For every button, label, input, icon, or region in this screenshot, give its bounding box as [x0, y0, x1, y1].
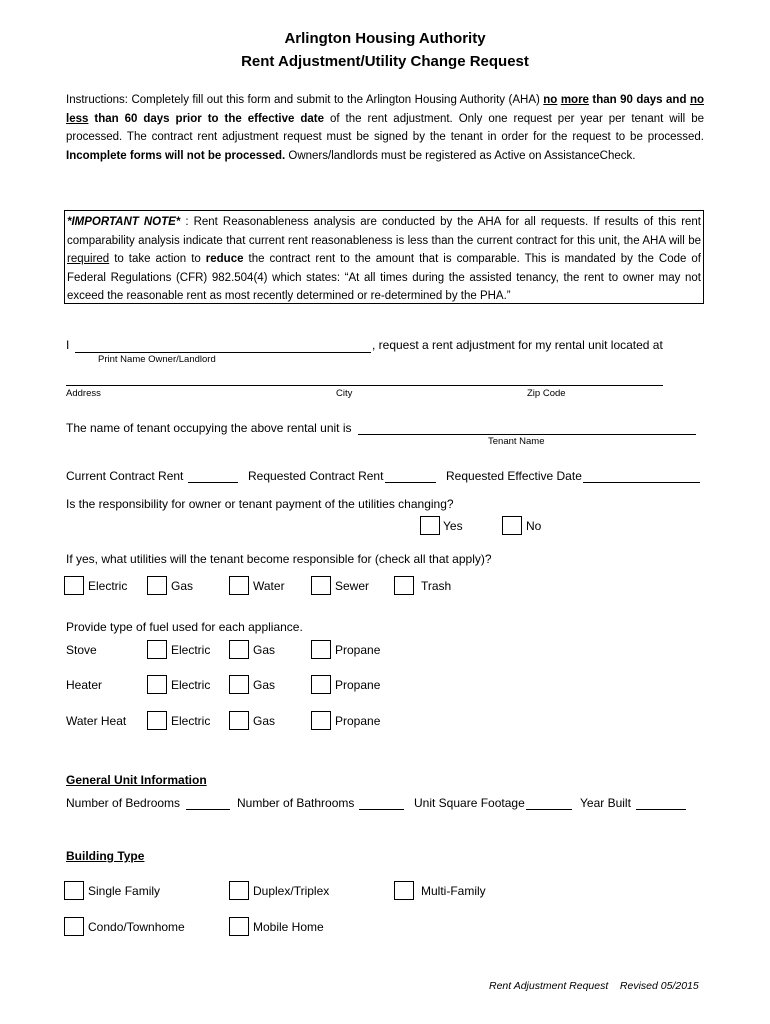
zip-caption: Zip Code: [527, 388, 566, 399]
note-text: : Rent Reasonableness analysis are conducted by the AHA for all requests. If results of this rent comparability analysis indicate that current rent reasonableness is less than the current contract for this unit, the AHA will be: [67, 216, 702, 247]
condo-townhome-label: Condo/Townhome: [88, 920, 185, 934]
yes-label: Yes: [443, 519, 463, 533]
instructions-less: less: [66, 112, 89, 125]
utility-sewer-label: Sewer: [335, 579, 370, 593]
city-caption: City: [336, 388, 353, 399]
duplex-triplex-checkbox[interactable]: [229, 881, 249, 900]
sqft-field[interactable]: [526, 809, 572, 810]
stove-gas-checkbox[interactable]: [229, 640, 249, 659]
heater-gas-checkbox[interactable]: [229, 675, 249, 694]
address-field[interactable]: [66, 385, 663, 386]
water-heat-propane-label: Propane: [335, 714, 381, 728]
multi-family-label: Multi-Family: [421, 884, 486, 898]
utility-water-checkbox[interactable]: [229, 576, 249, 595]
address-caption: Address: [66, 388, 101, 399]
important-note-label: *IMPORTANT NOTE*: [67, 216, 181, 228]
owner-name-field[interactable]: [75, 352, 371, 353]
utility-trash-label: Trash: [421, 579, 452, 593]
heater-propane-checkbox[interactable]: [311, 675, 331, 694]
duplex-triplex-label: Duplex/Triplex: [253, 884, 330, 898]
single-family-label: Single Family: [88, 884, 161, 898]
requested-rent-field[interactable]: [385, 482, 436, 483]
heater-electric-checkbox[interactable]: [147, 675, 167, 694]
single-family-checkbox[interactable]: [64, 881, 84, 900]
utilities-no-checkbox[interactable]: [502, 516, 522, 535]
incomplete-warning: Incomplete forms will not be processed.: [66, 149, 286, 162]
utilities-yes-checkbox[interactable]: [420, 516, 440, 535]
note-required: required: [67, 253, 110, 265]
note-reduce: reduce: [205, 253, 244, 265]
heater-electric-label: Electric: [171, 678, 211, 692]
bathrooms-field[interactable]: [359, 809, 404, 810]
instructions: [66, 91, 704, 165]
instructions-more: more: [560, 94, 589, 106]
utilities-which-question: If yes, what utilities will the tenant become responsible for (check all that apply)?: [66, 552, 492, 566]
effective-date-field[interactable]: [583, 482, 700, 483]
utility-electric-label: Electric: [88, 579, 128, 593]
request-text: , request a rent adjustment for my rental unit located at: [372, 338, 663, 352]
current-rent-field[interactable]: [188, 482, 238, 483]
year-built-field[interactable]: [636, 809, 686, 810]
current-rent-label: Current Contract Rent: [66, 469, 184, 483]
footer-revision: Rent Adjustment Request Revised 05/2015: [489, 980, 699, 992]
tenant-question: The name of tenant occupying the above rental unit is: [66, 421, 352, 435]
important-note-box: [64, 210, 704, 304]
fuel-heading: Provide type of fuel used for each appliance.: [66, 620, 303, 634]
utility-gas-checkbox[interactable]: [147, 576, 167, 595]
instructions-text: of the rent adjustment. Only one request per year per tenant will be processed. The contract rent adjustment request must be signed by the tenant in order for the request to be processed.: [66, 112, 704, 143]
instructions-90-days: than 90 days and: [588, 94, 690, 106]
bedrooms-field[interactable]: [186, 809, 230, 810]
multi-family-checkbox[interactable]: [394, 881, 414, 900]
bathrooms-label: Number of Bathrooms: [237, 796, 355, 810]
water-heat-gas-label: Gas: [253, 714, 276, 728]
effective-date-label: Requested Effective Date: [446, 469, 582, 483]
bedrooms-label: Number of Bedrooms: [66, 796, 181, 810]
stove-propane-label: Propane: [335, 643, 381, 657]
note-text: to take action to: [109, 253, 206, 265]
heater-gas-label: Gas: [253, 678, 276, 692]
stove-propane-checkbox[interactable]: [311, 640, 331, 659]
tenant-name-caption: Tenant Name: [488, 436, 545, 447]
utilities-question: Is the responsibility for owner or tenant payment of the utilities changing?: [66, 497, 454, 511]
utility-electric-checkbox[interactable]: [64, 576, 84, 595]
form-title: Arlington Housing Authority: [284, 30, 486, 47]
water-heat-label: Water Heat: [66, 714, 127, 728]
instructions-no: no: [543, 94, 558, 106]
form-subtitle: Rent Adjustment/Utility Change Request: [241, 53, 529, 70]
mobile-home-label: Mobile Home: [253, 920, 324, 934]
stove-electric-checkbox[interactable]: [147, 640, 167, 659]
note-text: the contract rent to the amount that is comparable. This is mandated by the Code of Federal Regulations (CFR) 982.504(4) which states: “At all times during the assisted tenancy, the rent to owner may not exceed the reasonable rent as most recently determined or re-determined by the PHA.”: [67, 253, 701, 302]
no-label: No: [526, 519, 542, 533]
tenant-name-field[interactable]: [358, 434, 696, 435]
utility-sewer-checkbox[interactable]: [311, 576, 331, 595]
water-heat-electric-checkbox[interactable]: [147, 711, 167, 730]
stove-electric-label: Electric: [171, 643, 211, 657]
water-heat-electric-label: Electric: [171, 714, 211, 728]
stove-gas-label: Gas: [253, 643, 276, 657]
building-type-heading: Building Type: [66, 849, 145, 863]
print-name-caption: Print Name Owner/Landlord: [98, 354, 216, 365]
water-heat-gas-checkbox[interactable]: [229, 711, 249, 730]
instructions-text: Instructions: Completely fill out this form and submit to the Arlington Housing Authority (AHA): [66, 94, 544, 106]
water-heat-propane-checkbox[interactable]: [311, 711, 331, 730]
year-built-label: Year Built: [580, 796, 631, 810]
i-label: I: [66, 338, 70, 352]
condo-townhome-checkbox[interactable]: [64, 917, 84, 936]
heater-label: Heater: [66, 678, 103, 692]
instructions-text: Owners/landlords must be registered as Active on AssistanceCheck.: [285, 149, 636, 162]
utility-trash-checkbox[interactable]: [394, 576, 414, 595]
requested-rent-label: Requested Contract Rent: [248, 469, 384, 483]
unit-info-heading: General Unit Information: [66, 773, 207, 787]
sqft-label: Unit Square Footage: [414, 796, 525, 810]
heater-propane-label: Propane: [335, 678, 381, 692]
stove-label: Stove: [66, 643, 97, 657]
instructions-no: no: [689, 94, 704, 106]
mobile-home-checkbox[interactable]: [229, 917, 249, 936]
instructions-60-days: than 60 days prior to the effective date: [88, 112, 325, 125]
utility-water-label: Water: [253, 579, 285, 593]
utility-gas-label: Gas: [171, 579, 194, 593]
